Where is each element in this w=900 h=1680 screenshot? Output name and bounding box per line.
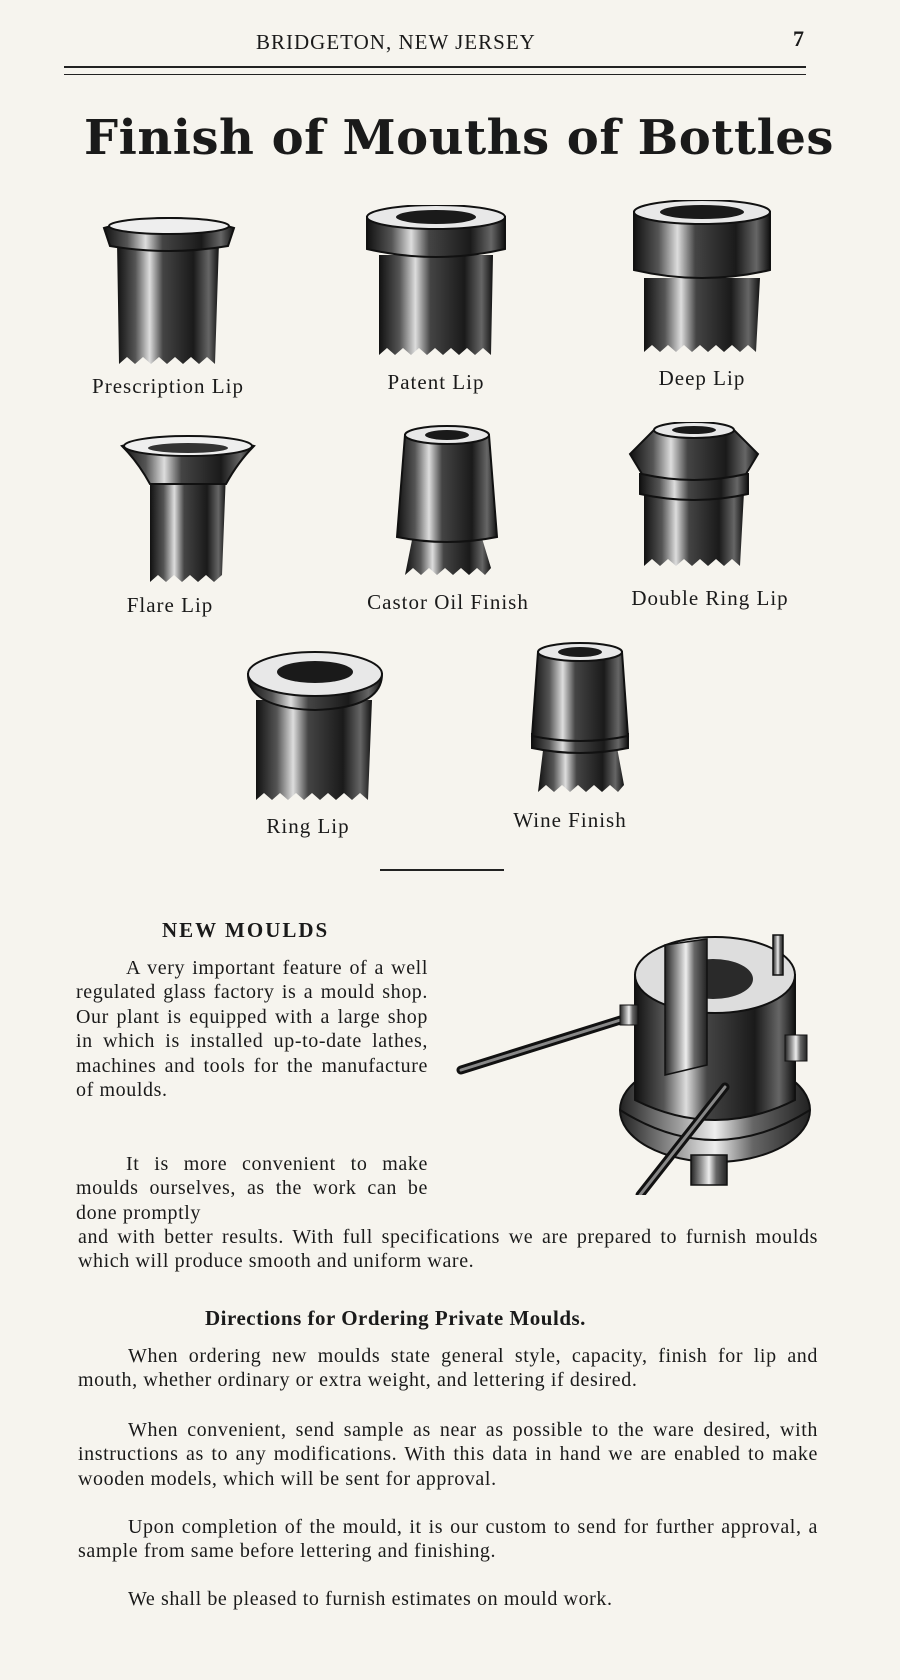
finish-caption-ring-lip: Ring Lip bbox=[266, 814, 350, 838]
finish-caption-flare-lip: Flare Lip bbox=[126, 593, 214, 617]
directions-paragraph-3: Upon completion of the mould, it is our custom to send for further approval, a sample from same before lettering and finishing. bbox=[78, 1516, 818, 1563]
running-head bbox=[0, 24, 900, 58]
flare-lip-illustration bbox=[120, 432, 256, 582]
page-title: Finish of Mouths of Bottles bbox=[84, 110, 834, 166]
prescription-lip-illustration bbox=[102, 214, 236, 364]
directions-paragraph-4: We shall be pleased to furnish estimates on mould work. bbox=[128, 1588, 613, 1610]
new-moulds-heading: NEW MOULDS bbox=[162, 918, 330, 942]
deep-lip-illustration bbox=[632, 200, 772, 352]
directions-heading: Directions for Ordering Private Moulds. bbox=[205, 1306, 586, 1330]
running-title: BRIDGETON, NEW JERSEY bbox=[256, 30, 536, 54]
mould-illustration bbox=[455, 915, 815, 1200]
ring-lip-illustration bbox=[246, 650, 384, 800]
castor-oil-finish-illustration bbox=[395, 425, 499, 575]
finish-caption-castor-oil-finish: Castor Oil Finish bbox=[367, 590, 529, 614]
header-rule bbox=[64, 66, 806, 75]
double-ring-lip-illustration bbox=[628, 422, 760, 566]
section-divider bbox=[380, 869, 504, 871]
finish-caption-deep-lip: Deep Lip bbox=[658, 366, 746, 390]
finish-caption-patent-lip: Patent Lip bbox=[387, 370, 485, 394]
directions-paragraph-1: When ordering new moulds state general style, capacity, finish for lip and mouth, whether ordinary or extra weight, and lettering if desired. bbox=[78, 1345, 818, 1392]
finish-caption-double-ring-lip: Double Ring Lip bbox=[631, 586, 789, 610]
wine-finish-illustration bbox=[528, 642, 632, 792]
directions-paragraph-2: When convenient, send sample as near as possible to the ware desired, with instructions as to any modifications. With this data in hand we are enabled to make wooden models, which will be sent for approval. bbox=[78, 1419, 818, 1490]
new-moulds-paragraph-1: A very important feature of a well regulated glass factory is a mould shop. Our plant is equipped with a large shop in which is installed up-to-date lathes, machines and tools for the manufacture of moulds. bbox=[76, 957, 428, 1102]
finish-caption-prescription-lip: Prescription Lip bbox=[92, 374, 244, 398]
new-moulds-paragraph-2a: It is more convenient to make moulds ourselves, as the work can be done promptly bbox=[76, 1153, 428, 1224]
patent-lip-illustration bbox=[365, 205, 507, 355]
new-moulds-paragraph-2b: and with better results. With full specifications we are prepared to furnish moulds which will produce smooth and uniform ware. bbox=[78, 1226, 818, 1273]
finish-caption-wine-finish: Wine Finish bbox=[513, 808, 627, 832]
page-number: 7 bbox=[793, 26, 804, 51]
